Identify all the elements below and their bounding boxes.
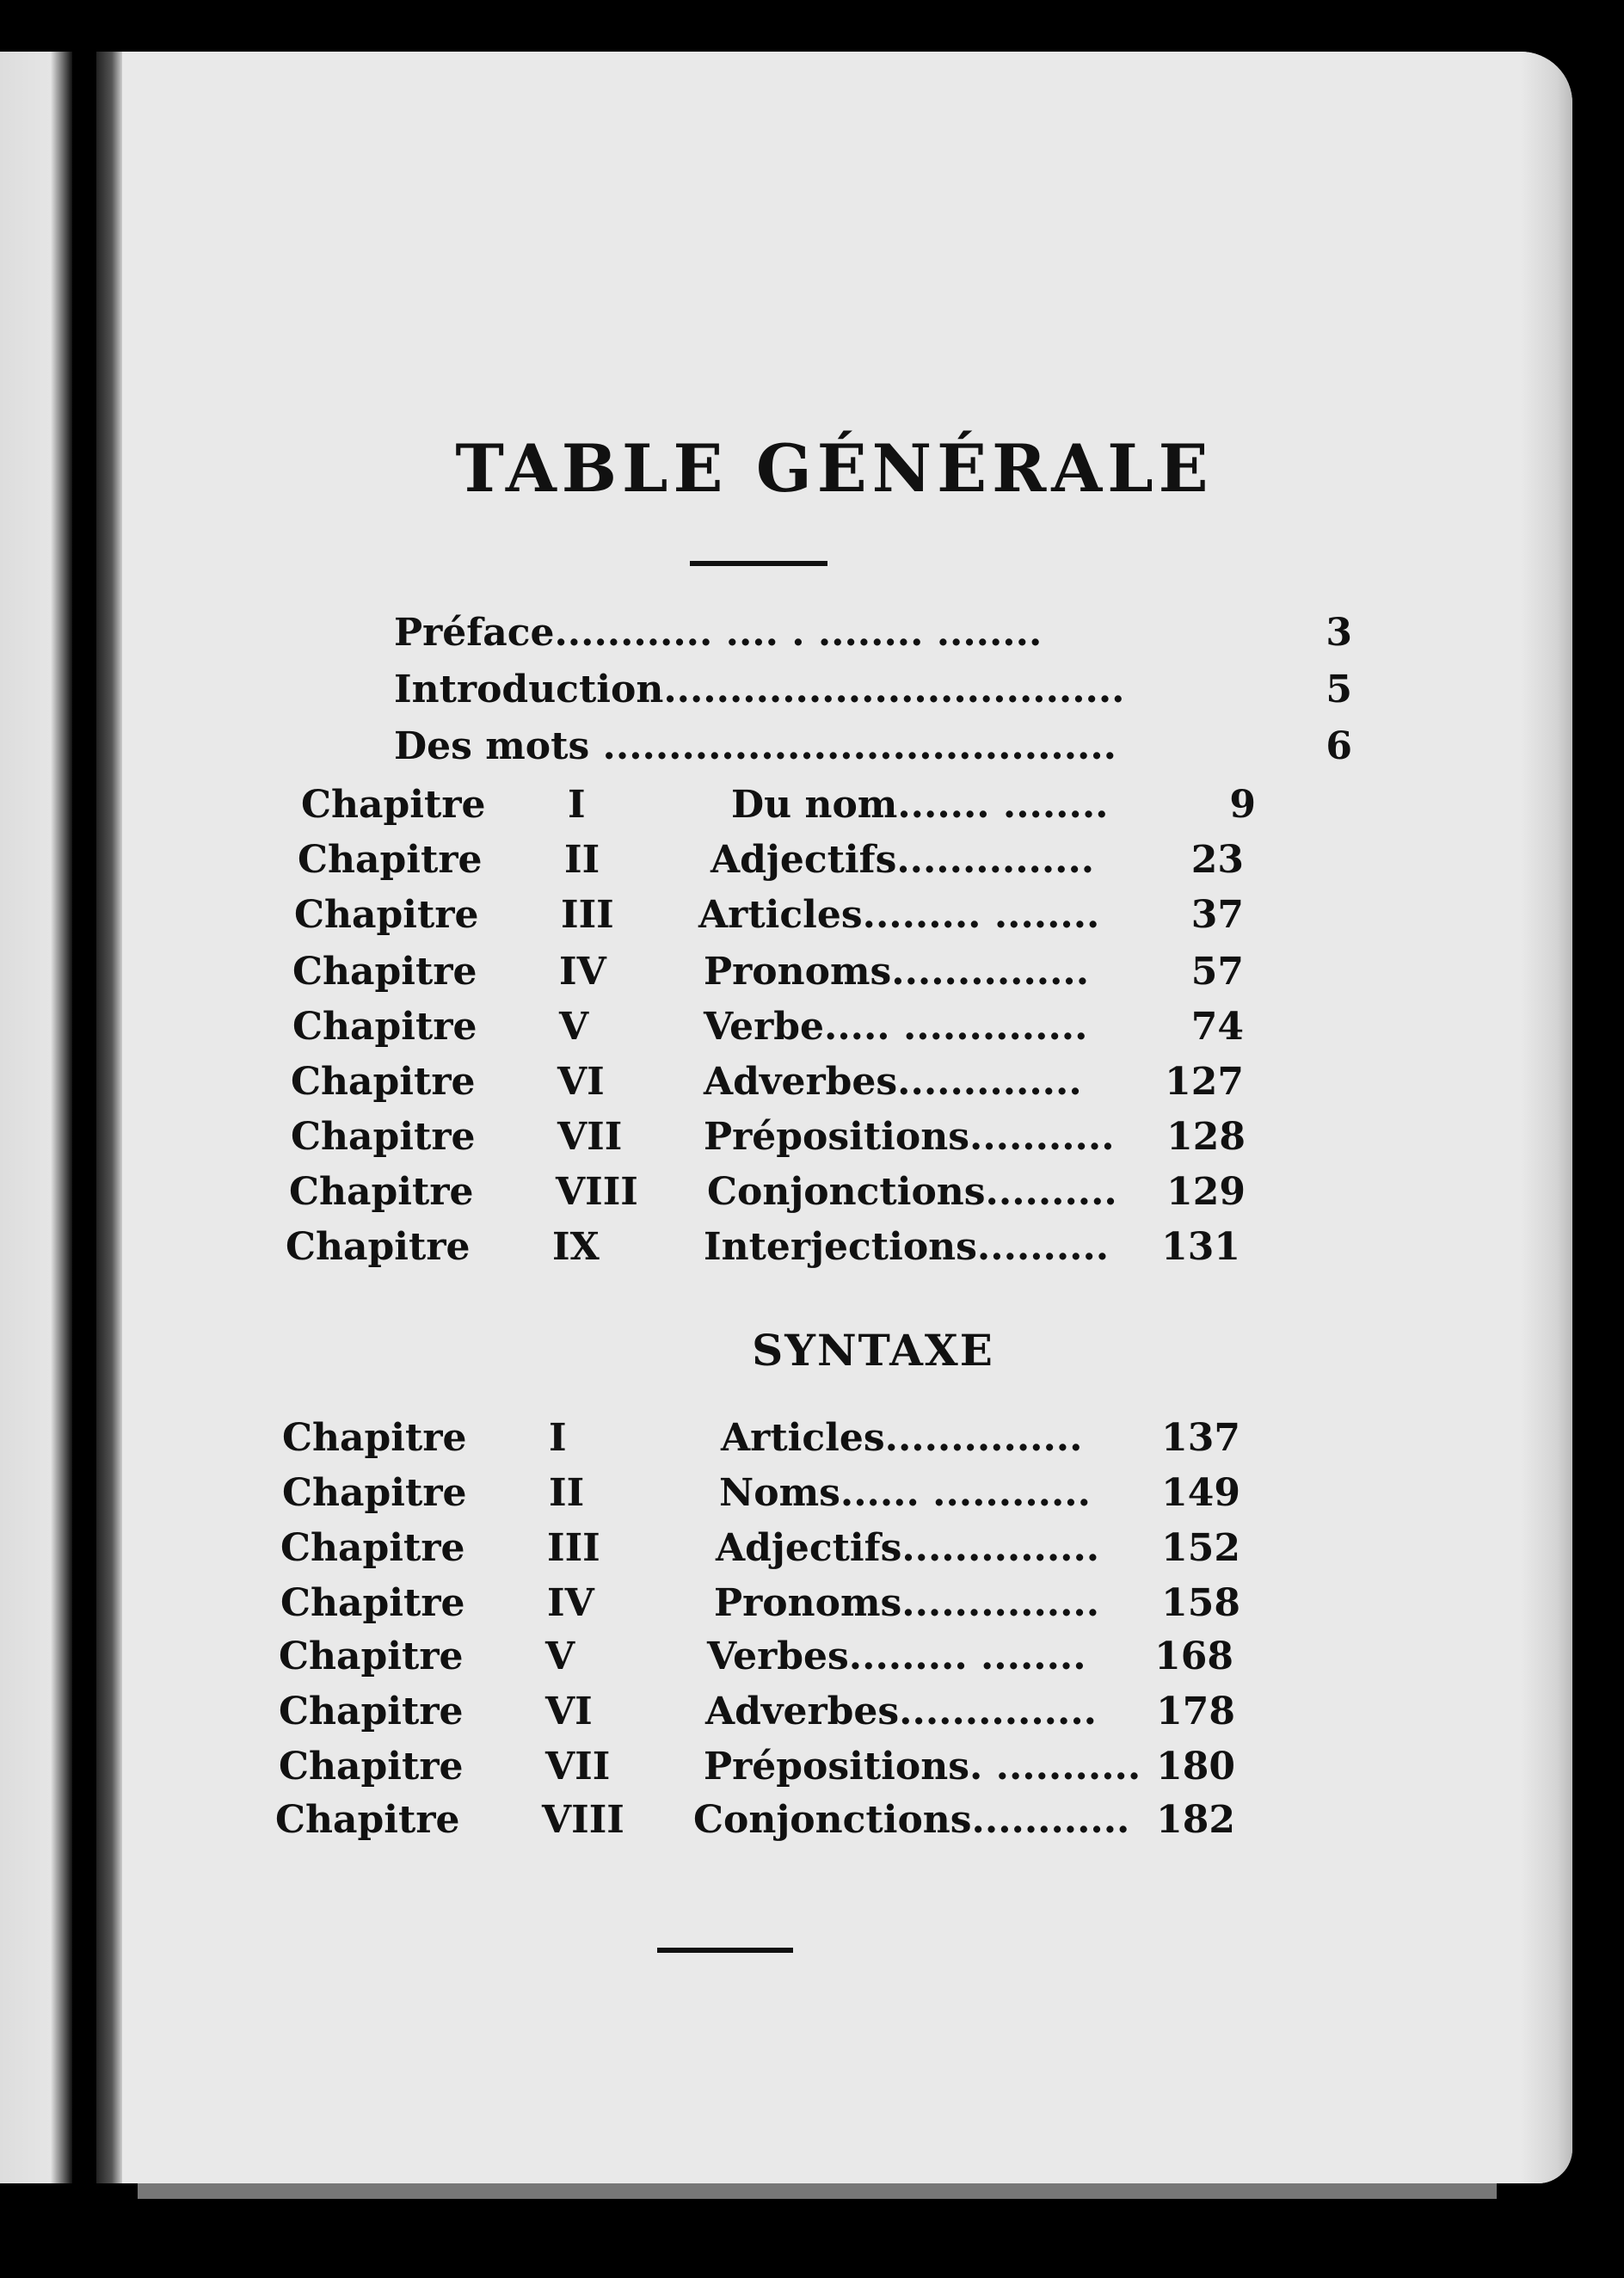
chapter-number: I [568, 783, 586, 827]
chapter-topic: Articles............... [721, 1416, 1083, 1460]
chapter-topic: Prépositions........... [704, 1115, 1115, 1159]
chapter-page: 128 [1166, 1115, 1246, 1159]
chapter-topic: Pronoms............... [704, 950, 1090, 994]
chapter-page: 23 [1190, 838, 1244, 882]
chapter-page: 182 [1156, 1798, 1235, 1842]
chapter-topic: Adjectifs............... [716, 1526, 1100, 1570]
chapter-word: Chapitre [275, 1798, 460, 1842]
chapter-topic: Conjonctions............ [693, 1798, 1130, 1842]
chapter-word: Chapitre [301, 783, 486, 827]
toc-entry-page: 5 [1326, 668, 1352, 711]
chapter-number: IX [552, 1225, 600, 1269]
chapter-number: VIII [542, 1798, 624, 1842]
chapter-topic: Adjectifs............... [710, 838, 1095, 882]
chapter-topic: Conjonctions.......... [707, 1170, 1117, 1214]
chapter-word: Chapitre [279, 1745, 464, 1789]
toc-entry-label: Des mots ....................................... [394, 724, 1116, 768]
chapter-page: 178 [1156, 1690, 1235, 1733]
chapter-page: 137 [1161, 1416, 1240, 1460]
chapter-page: 152 [1161, 1526, 1240, 1570]
toc-entry-label: Préface............ .... . ........ ........ [394, 611, 1043, 655]
chapter-number: VII [557, 1115, 623, 1159]
chapter-word: Chapitre [282, 1416, 467, 1460]
chapter-word: Chapitre [289, 1170, 474, 1214]
chapter-page: 9 [1229, 783, 1256, 827]
chapter-word: Chapitre [292, 1005, 477, 1049]
chapter-page: 37 [1190, 893, 1244, 937]
chapter-topic: Du nom....... ........ [731, 783, 1109, 827]
chapter-topic: Adverbes............... [705, 1690, 1097, 1733]
chapter-page: 180 [1156, 1745, 1235, 1789]
chapter-page: 149 [1161, 1471, 1240, 1515]
chapter-topic: Articles......... ........ [698, 893, 1100, 937]
chapter-page: 127 [1165, 1060, 1244, 1104]
chapter-page: 131 [1161, 1225, 1240, 1269]
chapter-word: Chapitre [292, 950, 477, 994]
chapter-topic: Prépositions. ........... [704, 1745, 1141, 1789]
chapter-topic: Interjections.......... [704, 1225, 1110, 1269]
chapter-number: II [549, 1471, 585, 1515]
chapter-number: III [547, 1526, 600, 1570]
chapter-number: I [549, 1416, 567, 1460]
chapter-number: VII [545, 1745, 611, 1789]
chapter-word: Chapitre [279, 1690, 464, 1733]
chapter-page: 74 [1190, 1005, 1244, 1049]
toc-entry-page: 6 [1326, 724, 1352, 768]
chapter-word: Chapitre [279, 1635, 464, 1678]
chapter-page: 129 [1166, 1170, 1246, 1214]
chapter-page: 158 [1161, 1581, 1240, 1625]
page-bottom-edge [138, 2183, 1497, 2199]
chapter-number: II [564, 838, 600, 882]
chapter-word: Chapitre [286, 1225, 471, 1269]
chapter-word: Chapitre [291, 1060, 476, 1104]
chapter-word: Chapitre [280, 1581, 465, 1625]
chapter-number: V [559, 1005, 589, 1049]
chapter-number: VIII [556, 1170, 638, 1214]
chapter-number: V [545, 1635, 575, 1678]
toc-entry-label: Introduction................................... [394, 668, 1125, 711]
toc-entry-introduction [394, 668, 1134, 711]
toc-entry-preface [394, 611, 1134, 655]
book-page [96, 52, 1572, 2183]
chapter-topic: Pronoms............... [714, 1581, 1100, 1625]
page-title: TABLE GÉNÉRALE [455, 430, 1214, 507]
toc-entry-page: 3 [1326, 611, 1352, 655]
chapter-topic: Adverbes.............. [704, 1060, 1082, 1104]
page-fold-edge [1521, 52, 1572, 2183]
chapter-word: Chapitre [291, 1115, 476, 1159]
chapter-word: Chapitre [280, 1526, 465, 1570]
toc-entry-des-mots [394, 724, 1134, 768]
chapter-word: Chapitre [298, 838, 483, 882]
left-page-edge [0, 52, 72, 2183]
chapter-topic: Verbes......... ........ [707, 1635, 1086, 1678]
chapter-number: IV [547, 1581, 594, 1625]
chapter-number: VI [545, 1690, 593, 1733]
chapter-number: VI [557, 1060, 605, 1104]
chapter-topic: Noms...... ............ [719, 1471, 1091, 1515]
chapter-number: III [561, 893, 614, 937]
chapter-number: IV [559, 950, 606, 994]
title-divider [690, 561, 827, 566]
page-spine [96, 52, 122, 2183]
end-divider [657, 1948, 793, 1953]
chapter-topic: Verbe..... .............. [704, 1005, 1088, 1049]
section-heading: SYNTAXE [752, 1325, 994, 1376]
chapter-page: 57 [1190, 950, 1244, 994]
chapter-word: Chapitre [294, 893, 479, 937]
chapter-page: 168 [1154, 1635, 1233, 1678]
chapter-word: Chapitre [282, 1471, 467, 1515]
